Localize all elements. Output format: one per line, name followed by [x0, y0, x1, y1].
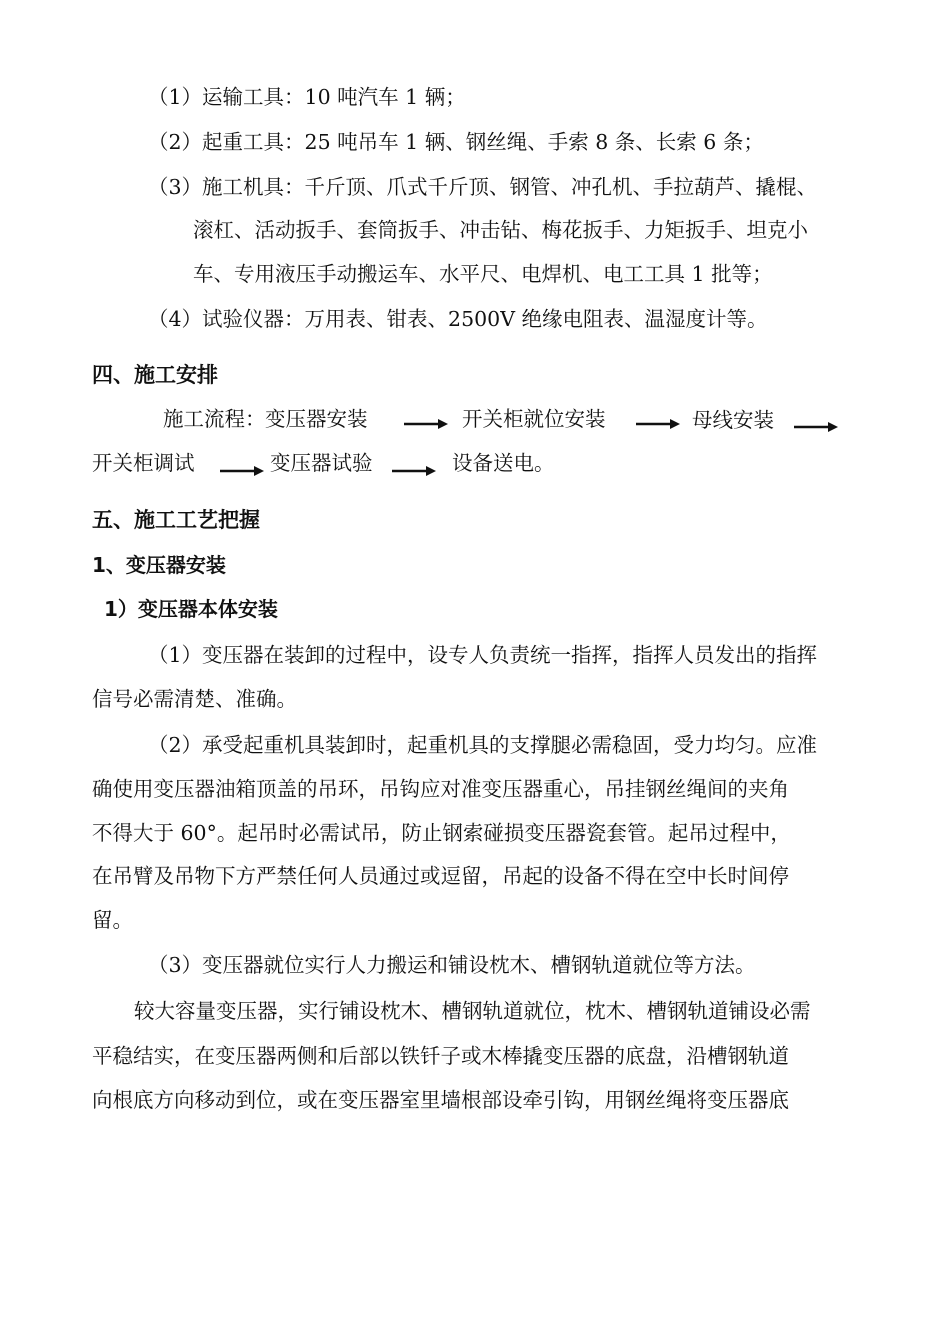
paragraph-line: 留。	[92, 908, 133, 932]
tools-line-6: （4）试验仪器：万用表、钳表、2500V 绝缘电阻表、温湿度计等。	[148, 307, 768, 331]
paragraph-line: 平稳结实，在变压器两侧和后部以铁钎子或木棒撬变压器的底盘，沿槽钢轨道	[92, 1044, 789, 1068]
paragraph-line: 较大容量变压器，实行铺设枕木、槽钢轨道就位，枕木、槽钢轨道铺设必需	[134, 999, 811, 1023]
tools-line-4: 滚杠、活动扳手、套筒扳手、冲击钻、梅花扳手、力矩扳手、坦克小	[193, 218, 808, 242]
paragraph-line: （2）承受起重机具装卸时，起重机具的支撑腿必需稳固，受力均匀。应准	[148, 733, 818, 757]
tools-line-3: （3）施工机具：千斤顶、爪式千斤顶、钢管、冲孔机、手拉葫芦、撬棍、	[148, 175, 818, 199]
paragraph-line: 在吊臂及吊物下方严禁任何人员通过或逗留，吊起的设备不得在空中长时间停	[92, 864, 789, 888]
flow-arrow-icon	[220, 465, 264, 477]
tools-line-1: （1）运输工具：10 吨汽车 1 辆；	[148, 85, 466, 109]
tools-line-5: 车、专用液压手动搬运车、水平尺、电焊机、电工工具 1 批等；	[193, 262, 773, 286]
flow-arrow-icon	[392, 465, 436, 477]
flow-step-6: 设备送电。	[452, 451, 555, 475]
subsection-1-1-heading: 1）变压器本体安装	[104, 597, 278, 621]
flow-arrow-icon	[794, 421, 838, 433]
paragraph-line: 信号必需清楚、准确。	[92, 687, 297, 711]
flow-step-4: 开关柜调试	[92, 451, 195, 475]
paragraph-line: 向根底方向移动到位，或在变压器室里墙根部设牵引钩，用钢丝绳将变压器底	[92, 1088, 789, 1112]
tools-line-2: （2）起重工具：25 吨吊车 1 辆、钢丝绳、手索 8 条、长索 6 条；	[148, 130, 764, 154]
flow-step-3: 母线安装	[692, 408, 774, 432]
flow-arrow-icon	[404, 418, 448, 430]
flow-label: 施工流程：	[163, 407, 266, 431]
paragraph-line: 不得大于 60°。起吊时必需试吊，防止钢索碰损变压器瓷套管。起吊过程中，	[92, 821, 791, 845]
flow-step-5: 变压器试验	[270, 451, 373, 475]
paragraph-line: （3）变压器就位实行人力搬运和铺设枕木、槽钢轨道就位等方法。	[148, 953, 756, 977]
paragraph-line: （1）变压器在装卸的过程中，设专人负责统一指挥，指挥人员发出的指挥	[148, 643, 818, 667]
paragraph-line: 确使用变压器油箱顶盖的吊环，吊钩应对准变压器重心，吊挂钢丝绳间的夹角	[92, 777, 789, 801]
section-4-heading: 四、施工安排	[92, 363, 218, 387]
flow-arrow-icon	[636, 418, 680, 430]
flow-step-2: 开关柜就位安装	[462, 407, 606, 431]
section-5-heading: 五、施工工艺把握	[92, 508, 260, 532]
subsection-1-heading: 1、变压器安装	[92, 553, 226, 577]
flow-step-1: 变压器安装	[265, 407, 368, 431]
